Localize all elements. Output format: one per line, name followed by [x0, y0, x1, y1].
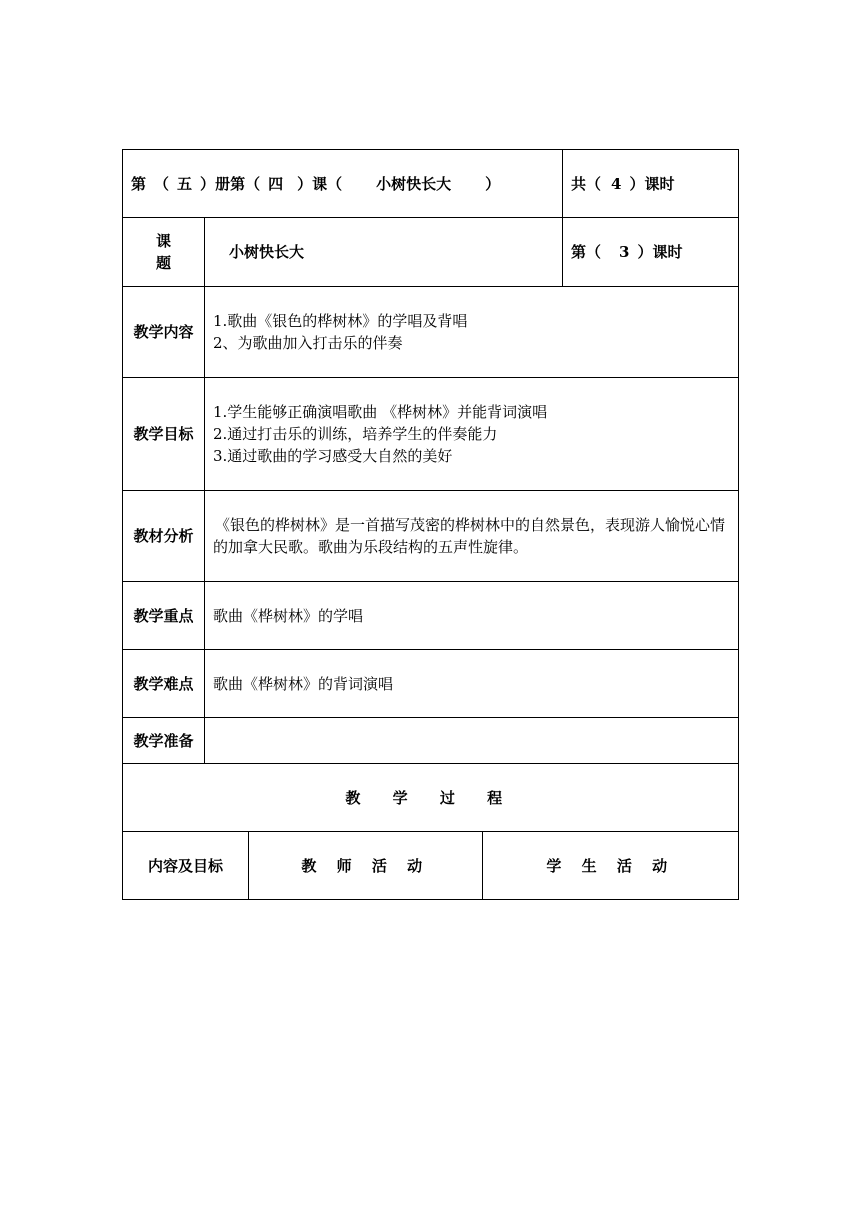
lesson-title: 小树快长大	[376, 174, 452, 193]
current-period-cell: 第（ 3 ）课时	[563, 218, 739, 287]
lesson-plan-sheet	[122, 149, 738, 900]
key-points-row	[123, 582, 739, 650]
process-col-teacher-text: 教 师 活 动	[301, 856, 430, 875]
volume-number: 五	[177, 174, 193, 193]
goals-label: 教学目标	[123, 378, 205, 491]
difficulties-value: 歌曲《桦树林》的背词演唱	[205, 650, 739, 718]
content-line-2: 2、为歌曲加入打击乐的伴奏	[213, 334, 403, 352]
header-keshi: 课时	[644, 174, 675, 193]
current-period: 3	[619, 243, 630, 261]
analysis-text: 《银色的桦树林》是一首描写茂密的桦树林中的自然景色，表现游人愉悦心情的加拿大民歌。歌曲为乐段结构的五声性旋律。	[213, 516, 726, 556]
process-col-student-text: 学 生 活 动	[546, 856, 675, 875]
content-line-1: 1.歌曲《银色的桦树林》的学唱及背唱	[213, 312, 468, 330]
header-gong: 共	[571, 174, 587, 193]
process-title-text: 教 学 过 程	[345, 788, 516, 807]
topic-row	[123, 218, 739, 287]
total-periods-cell: 共（ 4 ）课时	[563, 150, 739, 218]
lesson-number: 四	[268, 174, 284, 193]
header-ke: 课	[312, 174, 328, 193]
process-title	[123, 764, 739, 832]
content-value-cell	[205, 287, 739, 378]
goals-value-cell	[205, 378, 739, 491]
topic-label	[123, 218, 205, 287]
key-points-label: 教学重点	[123, 582, 205, 650]
total-periods: 4	[611, 174, 622, 193]
analysis-row	[123, 491, 739, 582]
process-title-row	[123, 764, 739, 832]
analysis-label: 教材分析	[123, 491, 205, 582]
preparation-value	[205, 718, 739, 764]
preparation-row	[123, 718, 739, 764]
process-col-student	[483, 832, 739, 900]
analysis-value-cell	[205, 491, 739, 582]
period-suffix: 课时	[652, 243, 683, 261]
process-header-row	[123, 832, 739, 900]
topic-label-line1: 课	[155, 232, 171, 250]
goals-line-1: 1.学生能够正确演唱歌曲 《桦树林》并能背词演唱	[213, 403, 548, 421]
content-label: 教学内容	[123, 287, 205, 378]
header-di: 第	[131, 174, 147, 193]
period-prefix: 第	[571, 243, 587, 261]
goals-line-3: 3.通过歌曲的学习感受大自然的美好	[213, 447, 453, 465]
content-row	[123, 287, 739, 378]
difficulties-row	[123, 650, 739, 718]
topic-value: 小树快长大	[229, 243, 305, 261]
goals-line-2: 2.通过打击乐的训练，培养学生的伴奏能力	[213, 425, 498, 443]
process-col-content: 内容及目标	[123, 832, 249, 900]
goals-row	[123, 378, 739, 491]
topic-value-cell	[205, 218, 563, 287]
header-ce-di: 册第	[215, 174, 246, 193]
key-points-value: 歌曲《桦树林》的学唱	[205, 582, 739, 650]
lesson-info-cell: 第 （ 五 ）册第（ 四 ）课（ 小树快长大 ）	[123, 150, 563, 218]
difficulties-label: 教学难点	[123, 650, 205, 718]
topic-label-line2: 题	[155, 254, 171, 272]
process-col-teacher	[249, 832, 483, 900]
header-row	[123, 150, 739, 218]
lesson-plan-table	[122, 149, 739, 900]
preparation-label: 教学准备	[123, 718, 205, 764]
